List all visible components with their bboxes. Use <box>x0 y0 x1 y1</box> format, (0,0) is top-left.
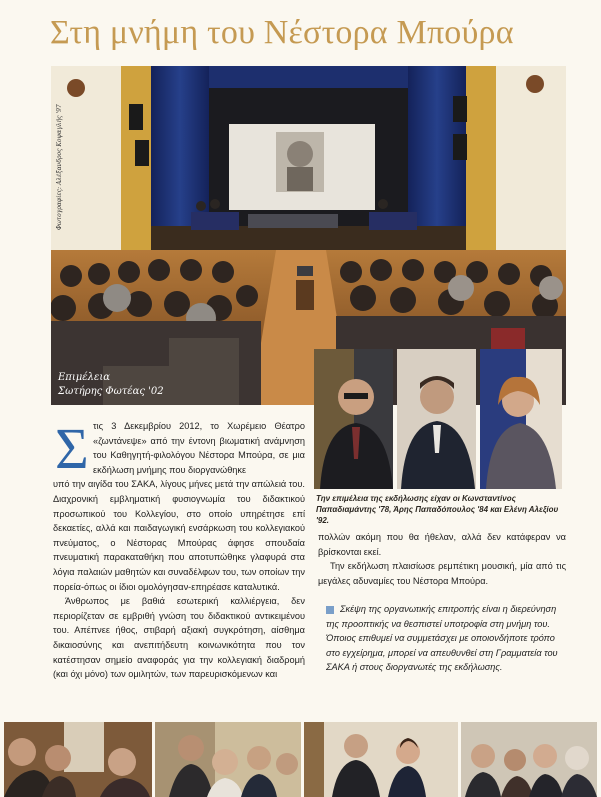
article-p3: πολλών ακόμη που θα ήθελαν, αλλά δεν κατάφεραν να βρίσκονται εκεί. <box>318 532 566 557</box>
scholarship-note <box>326 602 562 675</box>
portrait-photo-3 <box>480 349 562 489</box>
portrait-photo-2 <box>397 349 476 489</box>
drop-cap: Σ <box>55 416 89 481</box>
article-p4: Την εκδήλωση πλαισίωσε ρεμπέτικη μουσική, μία από τις μεγάλες αδυναμίες του Νέστορα Μπούρα. <box>318 561 566 586</box>
article-column-2 <box>318 530 566 588</box>
article-p1-rest: υπό την αιγίδα του ΣΑΚΑ, λίγους μήνες μετά την απώλειά του. Διαχρονική εμβληματική φυσιογνωμία του διδακτικού προσωπικού του Κολλεγίου, στο οποίο υπηρέτησε επί δεκαετίες, αλλά και παιδαγωγική ενσάρκωση του κολλεγιακού πνεύματος, ο Νέστορας Μπούρας άφησε σπουδαία πνευματική παρακαταθήκη που αποτυπώθηκε γλαφυρά στα λόγια παλαιών μαθητών και συναδέλφων του, των οποίων την πορεία-όπως οι ίδιοι ομολόγησαν-επηρέασε καταλυτικά. <box>53 479 305 592</box>
strip-photo-4 <box>461 722 597 797</box>
hall-caption-line2: Σωτήρης Φωτέας '02 <box>58 386 164 397</box>
page-title: Στη μνήμη του Νέστορα Μπούρα <box>50 14 514 51</box>
photo-credit: Φωτογραφίες: Αλέξανδρος Κοψαγλής '97 <box>56 104 63 230</box>
hall-caption <box>58 371 164 399</box>
article-p1-lead: τις 3 Δεκεμβρίου 2012, το Χωρέμειο Θέατρο «ζωντάνεψε» από την έντονη βιωματική ανάμνηση του Καθηγητή-φιλολόγου Νέστορα Μπούρα, σε μια εκδήλωση μνήμης που διοργανώθηκε <box>93 421 305 475</box>
portrait-photo-1 <box>314 349 393 489</box>
hall-caption-line1: Επιμέλεια <box>58 372 111 383</box>
portraits-caption: Την επιμέλεια της εκδήλωσης είχαν οι Κωνσταντίνος Παπαδιαμάντης '78, Άρης Παπαδόπουλος '84 και Ελένη Αλεξίου '92. <box>316 494 559 525</box>
strip-photo-3 <box>304 722 458 797</box>
strip-photo-1 <box>4 722 152 797</box>
note-text: Σκέψη της οργανωτικής επιτροπής είναι η διερεύνηση της προοπτικής να θεσπιστεί υποτροφία στη μνήμη του. Όποιος επιθυμεί να συμμετάσχει με οποιονδήποτε τρόπο στο εγχείρημα, μπορεί να απευθυνθεί στη Γραμματεία του ΣΑΚΑ ή στους διοργανωτές της εκδήλωσης. <box>326 604 558 673</box>
strip-photo-2 <box>155 722 301 797</box>
article-column-1 <box>53 416 305 682</box>
article-p2: Άνθρωπος με βαθιά εσωτερική καλλιέργεια, δεν περιορίζεταν σε εμβριθή γνώση του διδακτικού αντικειμένου του. Απέπνεε ήθος, στιβαρή αξιακή συγκρότηση, αίσθημα δικαιοσύνης και ανεπιτήδευτη κοινωνικότητα που τον κατέστησαν σημείο αναφοράς για την κολλεγιακή διαδρομή (και όχι μόνο) των ομιλητών, των παρευρισκόμενων και <box>53 596 305 680</box>
